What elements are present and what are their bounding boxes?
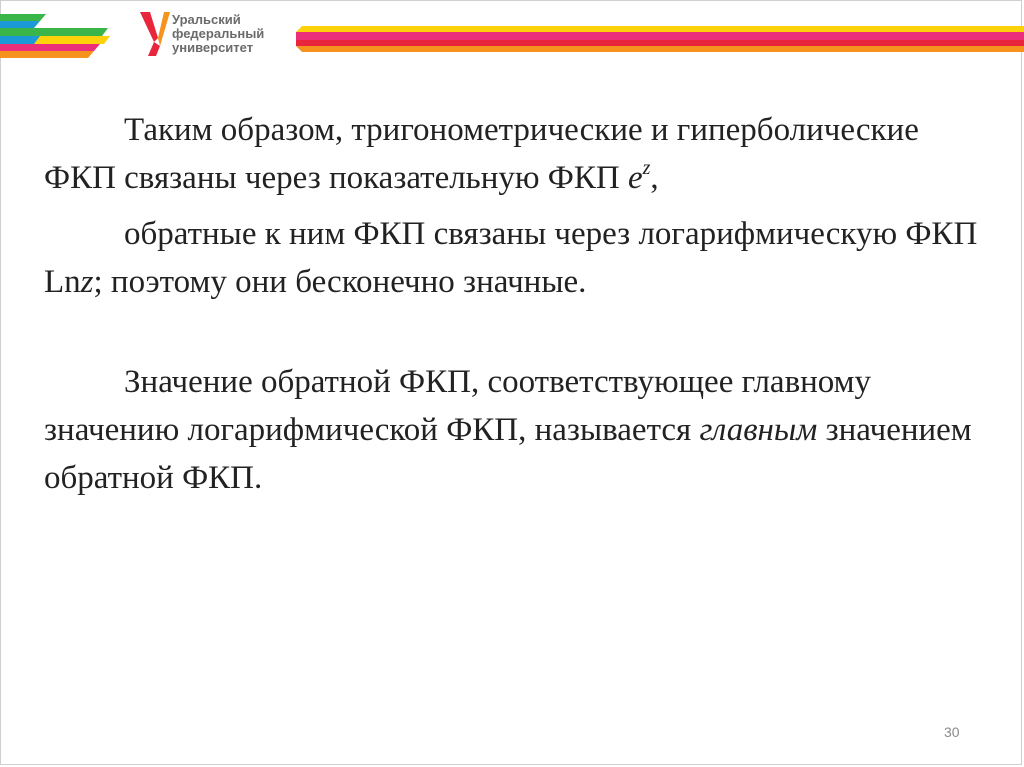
paragraph-1	[44, 106, 984, 202]
logo-line-1: Уральский	[172, 12, 241, 27]
ln-variable: z	[80, 264, 94, 300]
exp-superscript: z	[642, 157, 651, 179]
left-color-stripes	[0, 14, 110, 58]
header-bar	[0, 0, 1024, 64]
italic-term: главным	[699, 412, 818, 448]
logo-line-3: университет	[172, 40, 254, 55]
paragraph-1-tail: ,	[650, 160, 659, 196]
slide-number: 30	[944, 724, 960, 740]
right-color-stripes	[296, 26, 1024, 52]
logo-line-2: федеральный	[172, 26, 265, 41]
paragraph-2-text: обратные к ним ФКП связаны через логарифмическую ФКП	[124, 216, 978, 252]
paragraph-1-text: Таким образом, тригонометрические и гиперболические ФКП связаны через показательную ФКП	[44, 112, 919, 196]
paragraph-3-text: Значение обратной ФКП, соответствующее главному значению логарифмической ФКП, называется	[44, 364, 872, 448]
paragraph-3-tail: значением обратной ФКП.	[44, 412, 972, 496]
slide-body	[44, 106, 984, 502]
paragraph-2-tail: ; поэтому они бесконечно значные.	[93, 264, 587, 300]
paragraph-3	[44, 358, 984, 502]
logo-mark-icon	[138, 12, 170, 56]
exp-base: e	[627, 160, 643, 196]
paragraph-2	[44, 210, 984, 306]
university-logo	[138, 10, 298, 58]
ln-prefix: Ln	[44, 264, 81, 300]
logo-text	[172, 13, 264, 55]
